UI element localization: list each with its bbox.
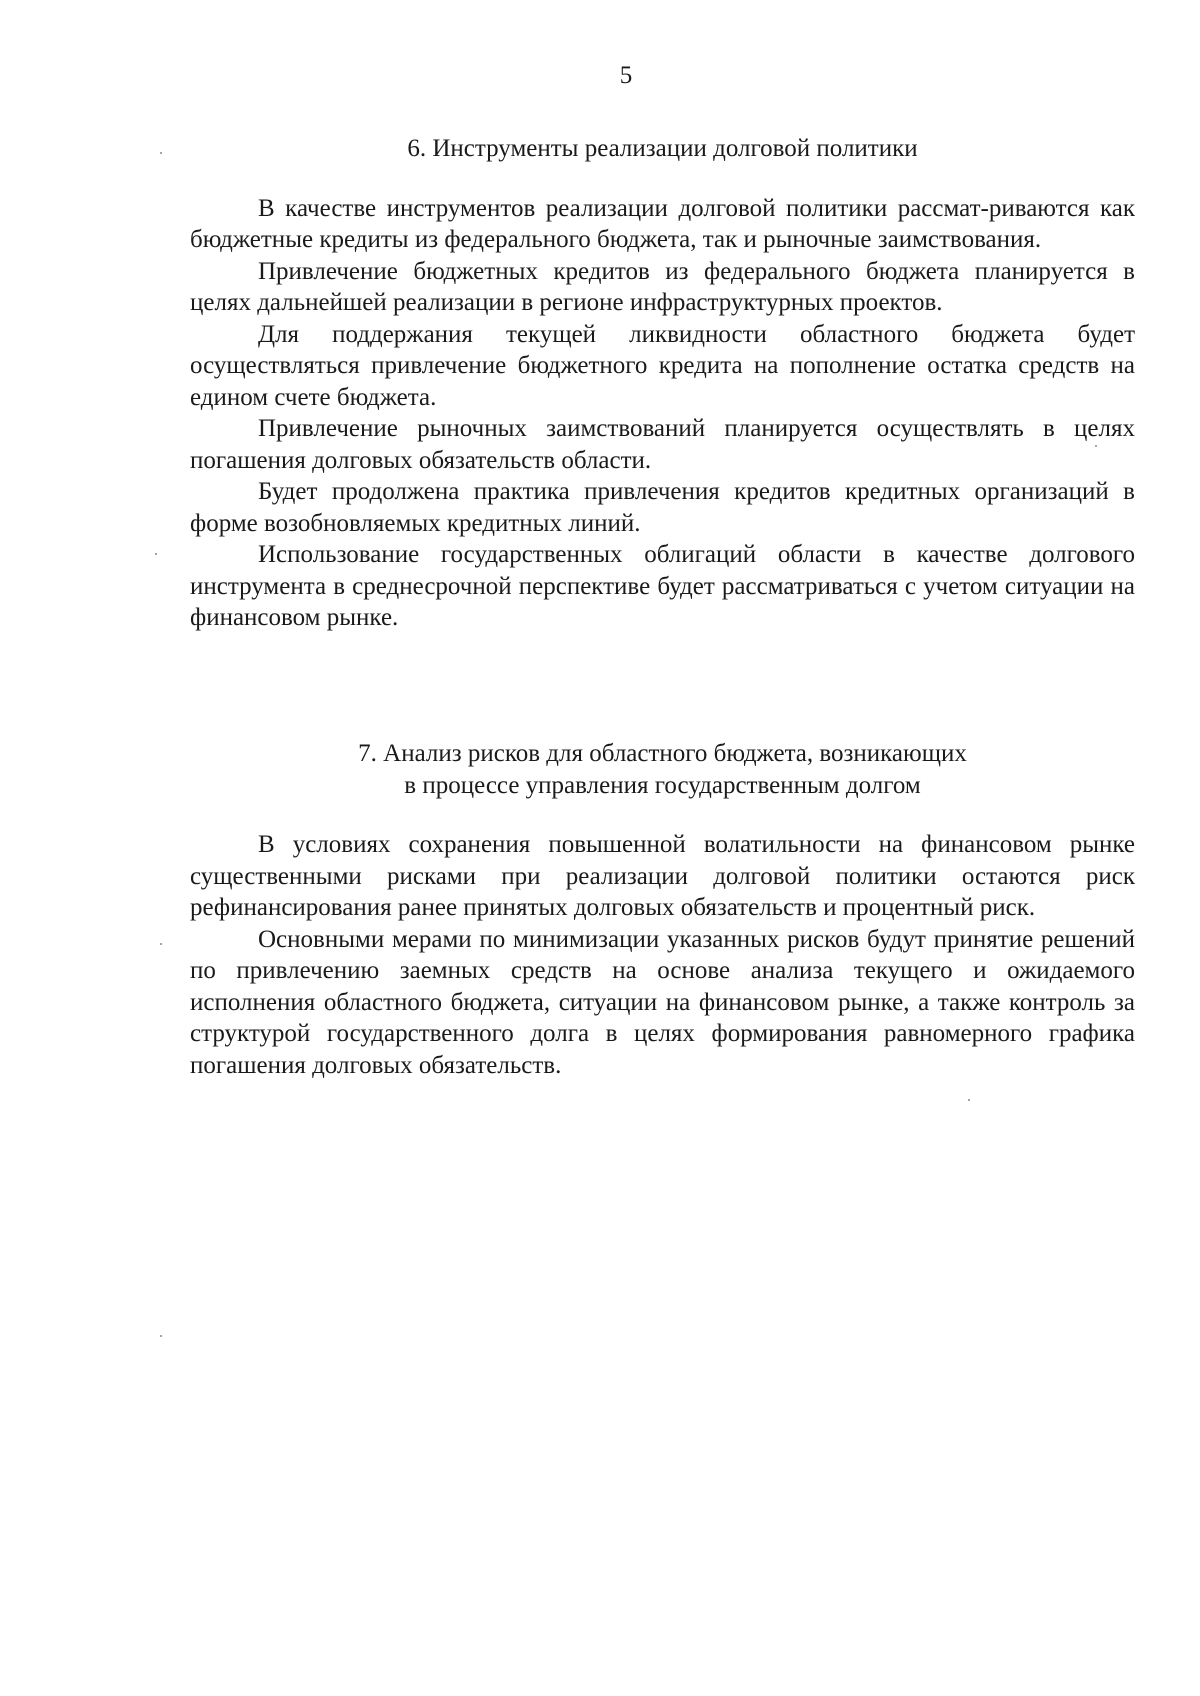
section-risk-analysis xyxy=(190,738,1135,1081)
scan-artifact xyxy=(160,1335,162,1337)
section-heading xyxy=(190,738,1135,801)
paragraph: В условиях сохранения повышенной волатильности на финансовом рынке существенными рисками при реализации долговой политики остаются риск рефинансирования ранее принятых долговых обязательств и процентный риск. xyxy=(190,831,1135,921)
paragraph: Для поддержания текущей ликвидности областного бюджета будет осуществляться привлечение бюджетного кредита на пополнение остатка средств на едином счете бюджета. xyxy=(190,320,1135,411)
section-heading: 6. Инструменты реализации долговой политики xyxy=(407,135,918,162)
scan-artifact xyxy=(968,1099,970,1101)
paragraph: Основными мерами по минимизации указанных рисков будут принятие решений по привлечению заемных средств на основе анализа текущего и ожидаемого исполнения областного бюджета, ситуации на финансовом рынке, а также контроль за структурой государственного долга в целях формирования равномерного графика погашения долговых обязательств. xyxy=(190,925,1135,1079)
paragraph: Использование государственных облигаций области в качестве долгового инструмента в среднесрочной перспективе будет рассматриваться с учетом ситуации на финансовом рынке. xyxy=(190,541,1135,631)
scan-artifact xyxy=(155,553,157,555)
section-heading-line: 7. Анализ рисков для областного бюджета, возникающих xyxy=(358,740,967,767)
scan-artifact xyxy=(160,152,162,154)
scan-artifact xyxy=(160,943,162,945)
page-number: 5 xyxy=(619,62,633,89)
paragraph: Привлечение рыночных заимствований планируется осуществлять в целях погашения долговых обязательств области. xyxy=(190,415,1135,474)
section-debt-policy-instruments xyxy=(190,133,1135,634)
section-heading-line: в процессе управления государственным долгом xyxy=(404,771,921,799)
scan-artifact xyxy=(1095,445,1097,447)
paragraph: Привлечение бюджетных кредитов из федерального бюджета планируется в целях дальнейшей реализации в регионе инфраструктурных проектов. xyxy=(190,257,1135,316)
paragraph: В качестве инструментов реализации долговой политики рассмат-риваются как бюджетные кредиты из федерального бюджета, так и рыночные заимствования. xyxy=(190,194,1135,253)
paragraph: Будет продолжена практика привлечения кредитов кредитных организаций в форме возобновляемых кредитных линий. xyxy=(190,478,1135,537)
